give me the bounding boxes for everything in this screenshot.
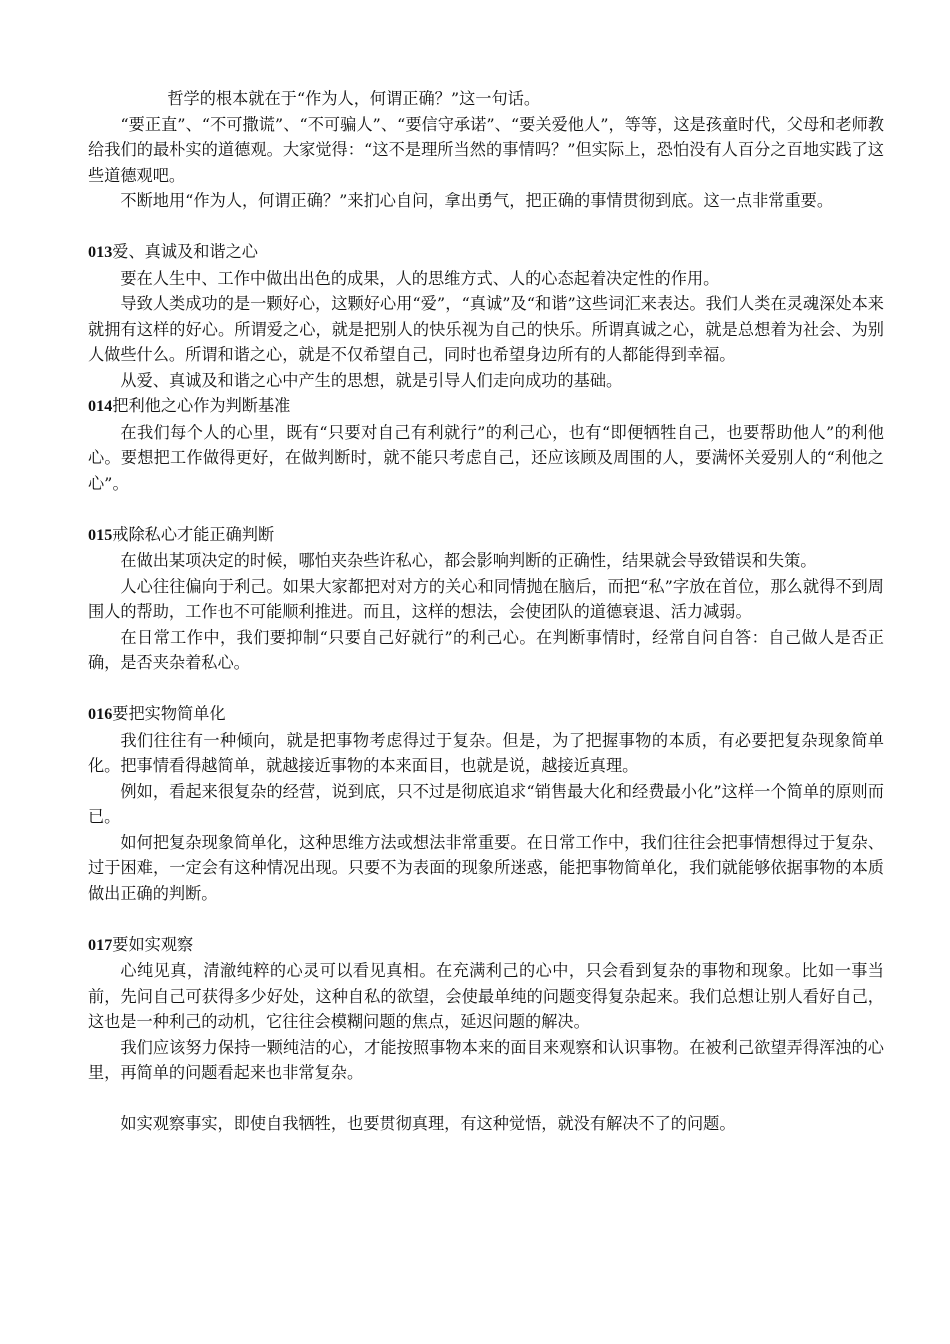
spacer bbox=[88, 906, 884, 932]
section-015-paragraph: 在日常工作中，我们要抑制“只要自己好就行”的利己心。在判断事情时，经常自问自答：自己做人是否正确，是否夹杂着私心。 bbox=[88, 627, 884, 672]
section-heading-016: 016要把实物简单化 bbox=[88, 704, 226, 723]
spacer bbox=[88, 1086, 884, 1112]
section-016-paragraph: 例如，看起来很复杂的经营，说到底，只不过是彻底追求“销售最大化和经费最小化”这样一个简单的原则而已。 bbox=[88, 781, 884, 826]
section-heading-013: 013爱、真诚及和谐之心 bbox=[88, 242, 258, 261]
section-017-paragraph: 我们应该努力保持一颗纯洁的心，才能按照事物本来的面目来观察和认识事物。在被利己欲望弄得浑浊的心里，再简单的问题看起来也非常复杂。 bbox=[88, 1037, 884, 1082]
section-015-paragraph: 在做出某项决定的时候，哪怕夹杂些许私心，都会影响判断的正确性，结果就会导致错误和失策。 bbox=[120, 551, 817, 570]
section-015-paragraph: 人心往往偏向于利己。如果大家都把对对方的关心和同情抛在脑后，而把“私”字放在首位，那么就得不到周围人的帮助，工作也不可能顺利推进。而且，这样的想法，会使团队的道德衰退、活力减弱。 bbox=[88, 576, 884, 621]
closing-paragraph: 如实观察事实，即使自我牺牲，也要贯彻真理，有这种觉悟，就没有解决不了的问题。 bbox=[120, 1114, 736, 1133]
spacer bbox=[88, 676, 884, 702]
section-013-paragraph: 从爱、真诚及和谐之心中产生的思想，就是引导人们走向成功的基础。 bbox=[120, 370, 623, 390]
section-heading-015: 015戒除私心才能正确判断 bbox=[88, 524, 275, 544]
section-014-paragraph: 在我们每个人的心里，既有“只要对自己有利就行”的利己心，也有“即便牺牲自己，也要帮助他人”的利他心。要想把工作做得更好，在做判断时，就不能只考虑自己，还应该顾及周围的人，要满怀关爱别人的“利他之心”。 bbox=[88, 422, 884, 493]
spacer bbox=[88, 214, 884, 240]
spacer bbox=[88, 496, 884, 522]
document-page bbox=[88, 86, 884, 1137]
section-heading-014: 014把利他之心作为判断基准 bbox=[88, 396, 291, 415]
section-013-paragraph: 导致人类成功的是一颗好心，这颗好心用“爱”，“真诚”及“和谐”这些词汇来表达。我们人类在灵魂深处本来就拥有这样的好心。所谓爱之心，就是把别人的快乐视为自己的快乐。所谓真诚之心，就是总想着为社会、为别人做些什么。所谓和谐之心，就是不仅希望自己，同时也希望身边所有的人都能得到幸福。 bbox=[88, 294, 884, 364]
section-016-paragraph: 我们往往有一种倾向，就是把事物考虑得过于复杂。但是，为了把握事物的本质，有必要把复杂现象简单化。把事情看得越简单，就越接近事物的本来面目，也就是说，越接近真理。 bbox=[88, 730, 884, 775]
section-heading-017: 017要如实观察 bbox=[88, 934, 194, 954]
intro-paragraph-3: 不断地用“作为人，何谓正确？”来扪心自问，拿出勇气，把正确的事情贯彻到底。这一点非常重要。 bbox=[120, 191, 834, 210]
section-013-paragraph: 要在人生中、工作中做出出色的成果，人的思维方式、人的心态起着决定性的作用。 bbox=[120, 268, 720, 288]
section-017-paragraph: 心纯见真，清澈纯粹的心灵可以看见真相。在充满利己的心中，只会看到复杂的事物和现象。比如一事当前，先问自己可获得多少好处，这种自私的欲望，会使最单纯的问题变得复杂起来。我们总想让别人看好自己，这也是一种利己的动机，它往往会模糊问题的焦点，延迟问题的解决。 bbox=[88, 961, 884, 1031]
intro-paragraph-2: “要正直”、“不可撒谎”、“不可骗人”、“要信守承诺”、“要关爱他人”，等等，这是孩童时代，父母和老师教给我们的最朴实的道德观。大家觉得：“这不是理所当然的事情吗？”但实际上，恐怕没有人百分之百地实践了这些道德观吧。 bbox=[88, 114, 884, 185]
intro-paragraph-1: 哲学的根本就在于“作为人，何谓正确？”这一句话。 bbox=[167, 89, 541, 108]
section-016-paragraph: 如何把复杂现象简单化，这种思维方法或想法非常重要。在日常工作中，我们往往会把事情想得过于复杂、过于困难，一定会有这种情况出现。只要不为表面的现象所迷惑，能把事物简单化，我们就能够依据事物的本质做出正确的判断。 bbox=[88, 832, 884, 903]
